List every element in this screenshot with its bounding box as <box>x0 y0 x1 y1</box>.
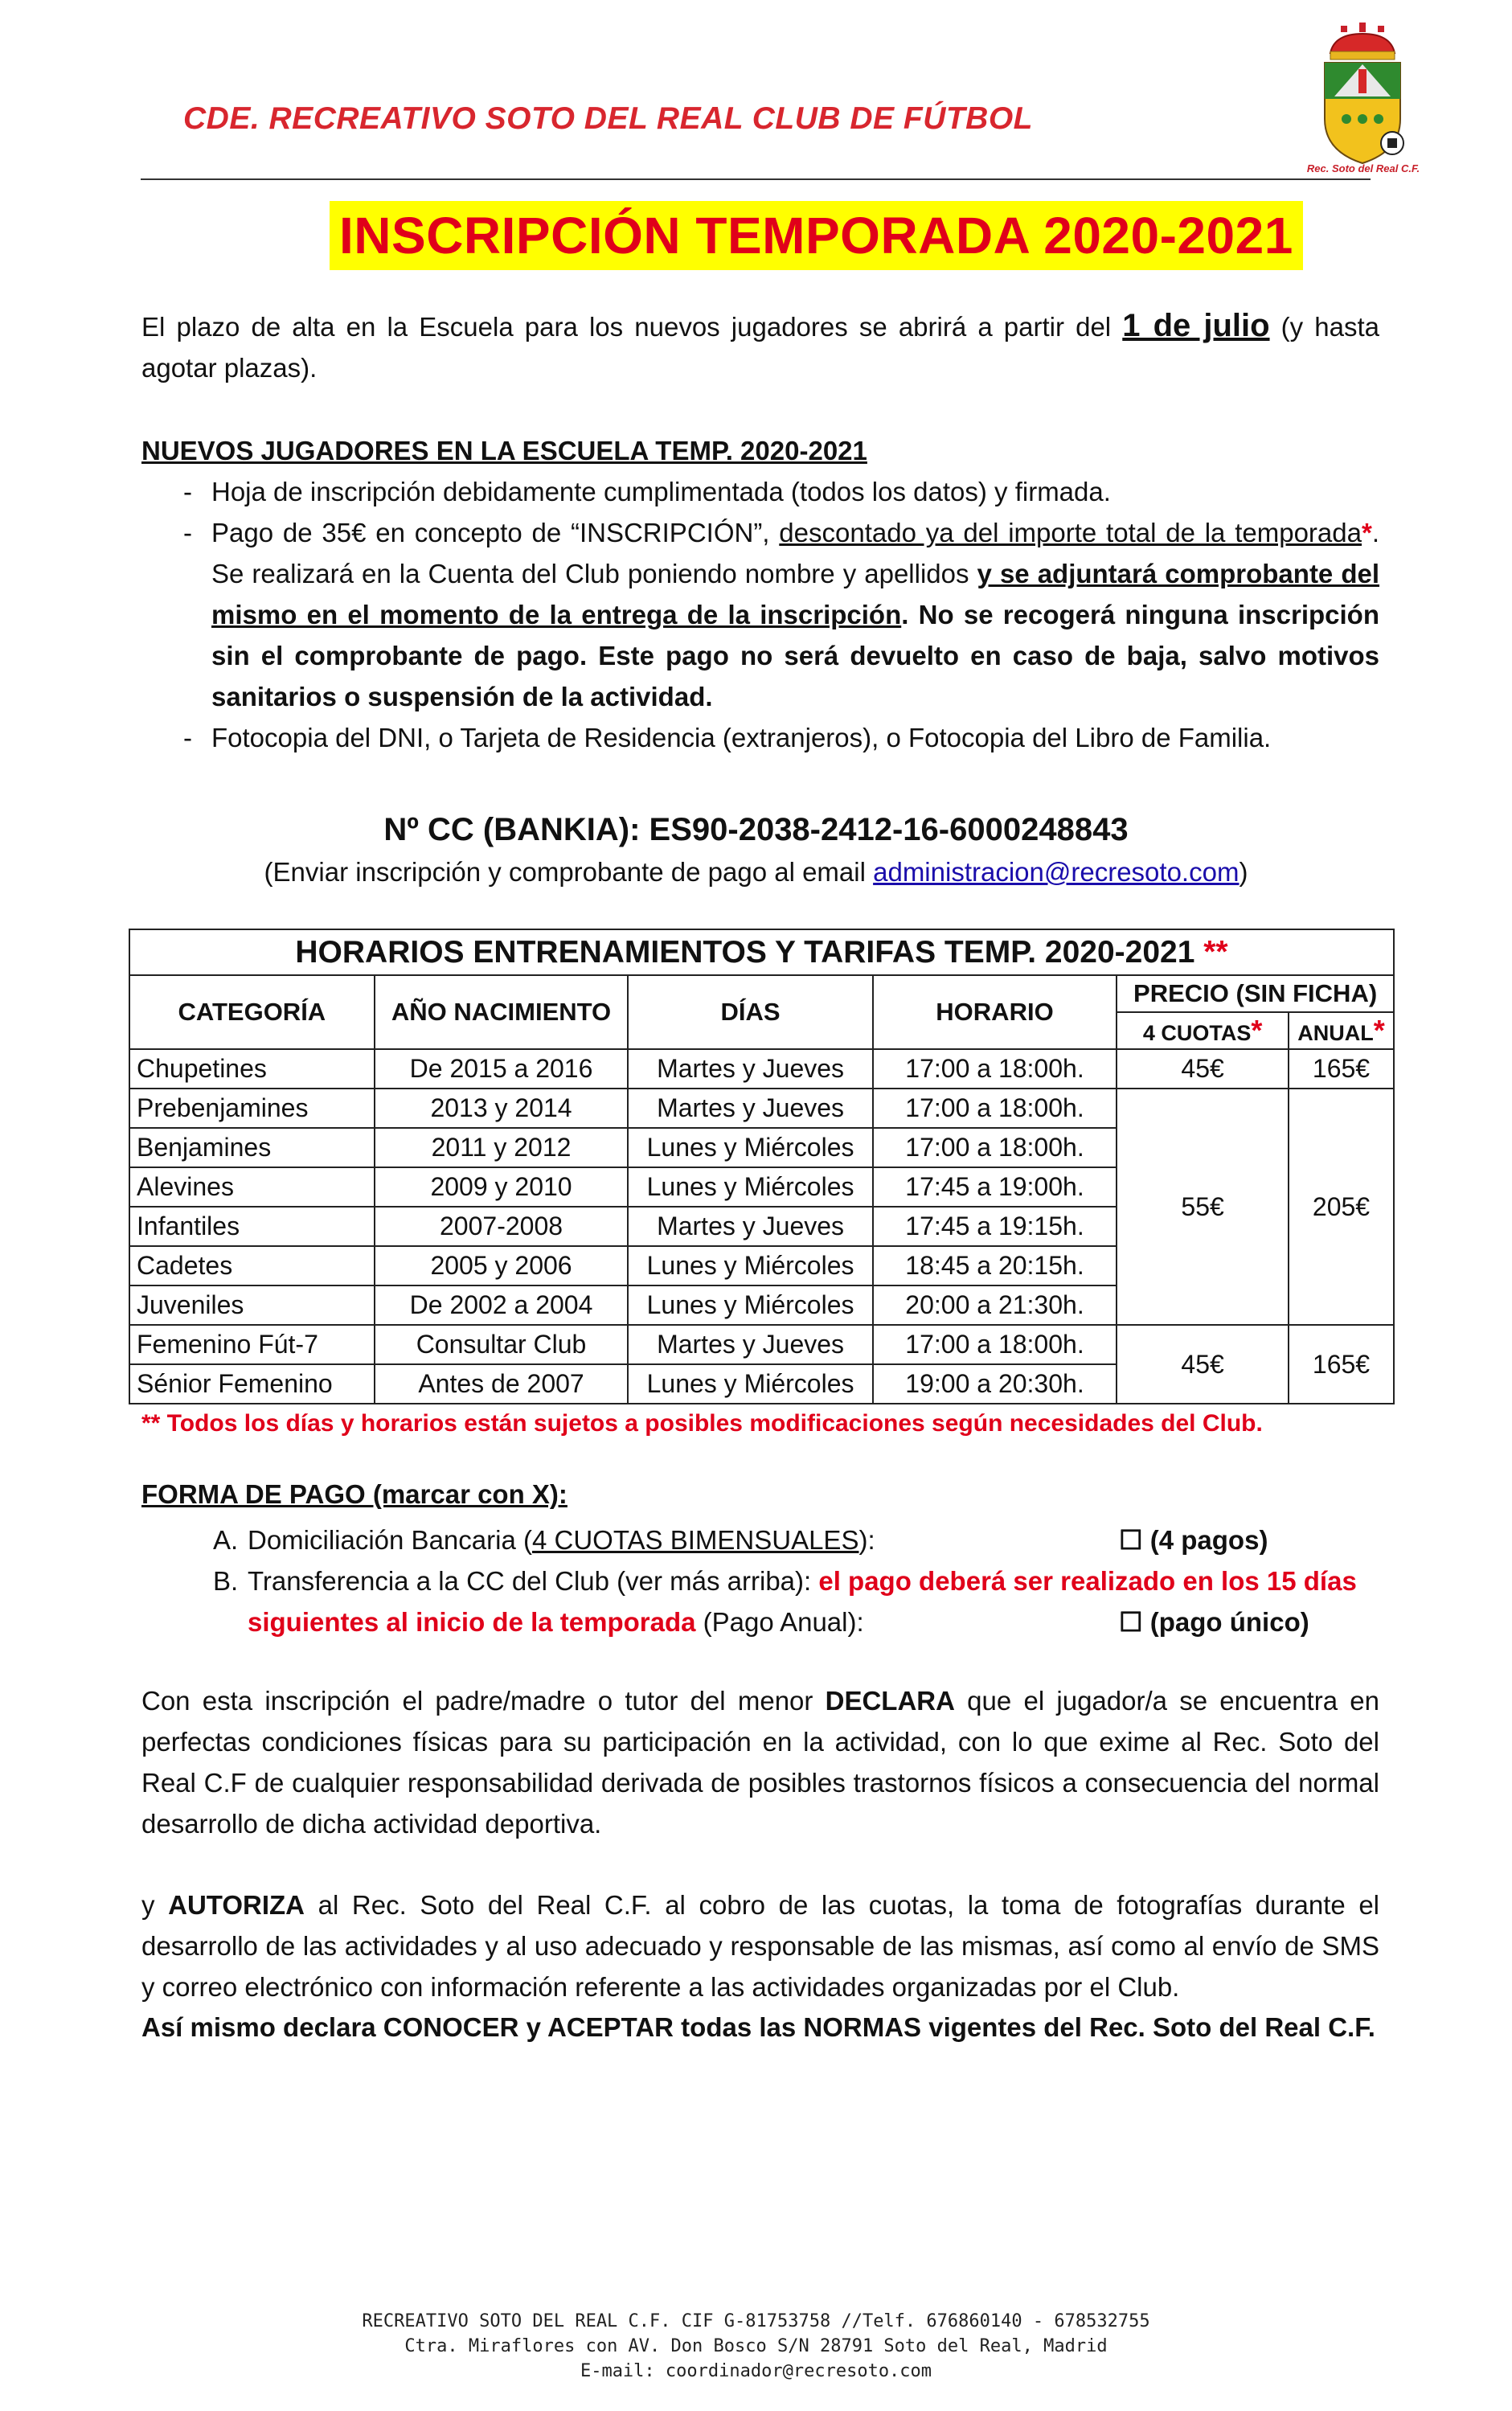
table-row <box>129 1325 1394 1364</box>
declaration-text-2: que el jugador/a se encuentra en perfectas condiciones físicas para su participación en la actividad, con lo que exime al Rec. Soto del Real C.F de cualquier responsabilidad derivada de posibles trastornos físicos a consecuencia del normal desarrollo de dicha actividad deportiva. <box>141 1686 1380 1839</box>
row-days: Martes y Jueves <box>628 1207 872 1246</box>
header-anual-label: ANUAL <box>1297 1021 1374 1045</box>
payment-text-bold-underlined: y se adjuntará comprobante del mismo en el momento de la entrega de la inscripción <box>211 559 1380 629</box>
row-days: Martes y Jueves <box>628 1325 872 1364</box>
price-cuotas: 45€ <box>1117 1325 1289 1404</box>
header-cuotas-label: 4 CUOTAS <box>1142 1021 1252 1045</box>
authorization-text-2: al Rec. Soto del Real C.F. al cobro de las cuotas, la toma de fotografías durante el desarrollo de las actividades y al uso adecuado y responsable de las mismas, así como al envío de SMS y correo electrónico con información referente a las actividades organizadas por el Club. <box>141 1890 1380 2002</box>
payment-text-bold: . No se recogerá ninguna inscripción sin el comprobante de pago. Este pago no será devuelto en caso de baja, salvo motivos sanitarios o suspensión de la actividad. <box>211 600 1379 711</box>
table-row <box>129 1049 1394 1089</box>
header-categoria: CATEGORÍA <box>129 975 375 1049</box>
payment-text-1: Pago de 35€ en concepto de “INSCRIPCIÓN”, <box>211 518 780 547</box>
payment-text-2: . Se realizará en la Cuenta del Club poniendo nombre y apellidos <box>211 518 1379 588</box>
option-a-text-1: Domiciliación Bancaria ( <box>248 1525 532 1555</box>
row-year: 2005 y 2006 <box>375 1246 629 1285</box>
declaration-text-1: Con esta inscripción el padre/madre o tutor del menor <box>141 1686 826 1716</box>
row-days: Lunes y Miércoles <box>628 1246 872 1285</box>
instructions-text-start: (Enviar inscripción y comprobante de pago al email <box>264 857 874 887</box>
authorization-paragraph <box>141 1884 1379 2007</box>
bullet-dash: - <box>183 477 192 506</box>
option-b-text-1: Transferencia a la CC del Club (ver más arriba): <box>248 1566 819 1596</box>
price-cuotas: 55€ <box>1117 1089 1289 1325</box>
option-b-text-2: (Pago Anual): <box>695 1607 864 1637</box>
row-days: Lunes y Miércoles <box>628 1285 872 1325</box>
option-b-letter: B. <box>213 1566 239 1596</box>
norms-statement: Así mismo declara CONOCER y ACEPTAR todas las NORMAS vigentes del Rec. Soto del Real C.F. <box>141 2012 1375 2042</box>
row-year: De 2002 a 2004 <box>375 1285 629 1325</box>
header-dias: DÍAS <box>628 975 872 1049</box>
declaration-paragraph <box>141 1680 1379 1844</box>
option-b-checkbox[interactable]: ☐ (pago único) <box>1119 1607 1309 1637</box>
row-days: Martes y Jueves <box>628 1089 872 1128</box>
declaration-keyword: DECLARA <box>825 1686 955 1716</box>
row-time: 19:00 a 20:30h. <box>873 1364 1117 1404</box>
row-category: Sénior Femenino <box>129 1364 375 1404</box>
row-time: 18:45 a 20:15h. <box>873 1246 1117 1285</box>
club-crest-icon <box>1302 23 1423 183</box>
row-time: 17:45 a 19:15h. <box>873 1207 1117 1246</box>
table-row <box>129 1089 1394 1128</box>
row-year: 2009 y 2010 <box>375 1167 629 1207</box>
row-days: Martes y Jueves <box>628 1049 872 1089</box>
header-divider <box>141 178 1371 180</box>
new-players-heading: NUEVOS JUGADORES EN LA ESCUELA TEMP. 2020-2021 <box>141 436 867 465</box>
row-category: Benjamines <box>129 1128 375 1167</box>
intro-text-end: (y hasta agotar plazas). <box>141 312 1379 383</box>
row-category: Juveniles <box>129 1285 375 1325</box>
row-time: 17:00 a 18:00h. <box>873 1128 1117 1167</box>
row-time: 17:00 a 18:00h. <box>873 1049 1117 1089</box>
row-year: De 2015 a 2016 <box>375 1049 629 1089</box>
row-category: Alevines <box>129 1167 375 1207</box>
bullet-dash: - <box>183 518 192 547</box>
row-time: 20:00 a 21:30h. <box>873 1285 1117 1325</box>
header-horario: HORARIO <box>873 975 1117 1049</box>
bullet-dash: - <box>183 723 192 752</box>
row-category: Chupetines <box>129 1049 375 1089</box>
option-a-letter: A. <box>213 1525 239 1555</box>
bank-account: Nº CC (BANKIA): ES90-2038-2412-16-6000248843 <box>383 812 1129 847</box>
club-name: CDE. RECREATIVO SOTO DEL REAL CLUB DE FÚTBOL <box>183 101 1034 136</box>
row-time: 17:00 a 18:00h. <box>873 1089 1117 1128</box>
page-title: INSCRIPCIÓN TEMPORADA 2020-2021 <box>330 201 1303 270</box>
authorization-text-1: y <box>141 1890 169 1920</box>
schedule-title-stars: ** <box>1203 934 1228 970</box>
option-a-checkbox[interactable]: ☐ (4 pagos) <box>1119 1525 1268 1555</box>
row-time: 17:00 a 18:00h. <box>873 1325 1117 1364</box>
payment-text-underlined: descontado ya del importe total de la temporada <box>779 518 1362 547</box>
admin-email-link[interactable]: administracion@recresoto.com <box>873 857 1240 887</box>
header-anio: AÑO NACIMIENTO <box>375 975 629 1049</box>
option-a-text-underlined: 4 CUOTAS BIMENSUALES <box>531 1525 859 1555</box>
row-category: Cadetes <box>129 1246 375 1285</box>
header-cuotas-star: * <box>1251 1014 1263 1047</box>
payment-asterisk: * <box>1361 518 1372 547</box>
row-year: 2007-2008 <box>375 1207 629 1246</box>
row-category: Prebenjamines <box>129 1089 375 1128</box>
row-year: 2011 y 2012 <box>375 1128 629 1167</box>
row-days: Lunes y Miércoles <box>628 1167 872 1207</box>
price-anual: 205€ <box>1289 1089 1394 1325</box>
price-anual: 165€ <box>1289 1049 1394 1089</box>
requirement-id: Fotocopia del DNI, o Tarjeta de Residencia (extranjeros), o Fotocopia del Libro de Familia. <box>211 723 1272 752</box>
option-b-text-red: el pago deberá ser realizado en los 15 días siguientes al inicio de la temporada <box>248 1566 1357 1637</box>
row-time: 17:45 a 19:00h. <box>873 1167 1117 1207</box>
footer-line-3: E-mail: coordinador@recresoto.com <box>580 2361 932 2381</box>
requirement-form: Hoja de inscripción debidamente cumplimentada (todos los datos) y firmada. <box>211 477 1111 506</box>
header-anual-star: * <box>1373 1014 1385 1047</box>
crest-caption: Rec. Soto del Real C.F. <box>1306 162 1420 174</box>
requirement-payment <box>211 512 1379 717</box>
row-year: Consultar Club <box>375 1325 629 1364</box>
header-cuotas <box>1117 1012 1289 1049</box>
header-precio: PRECIO (SIN FICHA) <box>1117 975 1394 1012</box>
intro-paragraph <box>141 305 1379 388</box>
schedule-title-text: HORARIOS ENTRENAMIENTOS Y TARIFAS TEMP. 2020-2021 <box>295 934 1204 970</box>
payment-heading: FORMA DE PAGO (marcar con X): <box>141 1479 568 1509</box>
row-year: Antes de 2007 <box>375 1364 629 1404</box>
option-a-text-2: ): <box>858 1525 875 1555</box>
schedule-title <box>129 929 1394 975</box>
authorization-keyword: AUTORIZA <box>168 1890 305 1920</box>
row-category: Infantiles <box>129 1207 375 1246</box>
schedule-table <box>129 929 1395 1404</box>
header-anual <box>1289 1012 1394 1049</box>
price-cuotas: 45€ <box>1117 1049 1289 1089</box>
row-year: 2013 y 2014 <box>375 1089 629 1128</box>
intro-text-start: El plazo de alta en la Escuela para los nuevos jugadores se abrirá a partir del <box>141 312 1123 342</box>
footer-line-2: Ctra. Miraflores con AV. Don Bosco S/N 28791 Soto del Real, Madrid <box>404 2336 1108 2356</box>
row-days: Lunes y Miércoles <box>628 1128 872 1167</box>
bank-account-instructions <box>0 857 1512 888</box>
schedule-note: ** Todos los días y horarios están sujetos a posibles modificaciones según necesidades del Club. <box>141 1410 1263 1437</box>
instructions-text-end: ) <box>1239 857 1248 887</box>
opening-date: 1 de julio <box>1122 308 1270 343</box>
footer-line-1: RECREATIVO SOTO DEL REAL C.F. CIF G-81753758 //Telf. 676860140 - 678532755 <box>362 2311 1150 2331</box>
price-anual: 165€ <box>1289 1325 1394 1404</box>
row-days: Lunes y Miércoles <box>628 1364 872 1404</box>
row-category: Femenino Fút-7 <box>129 1325 375 1364</box>
